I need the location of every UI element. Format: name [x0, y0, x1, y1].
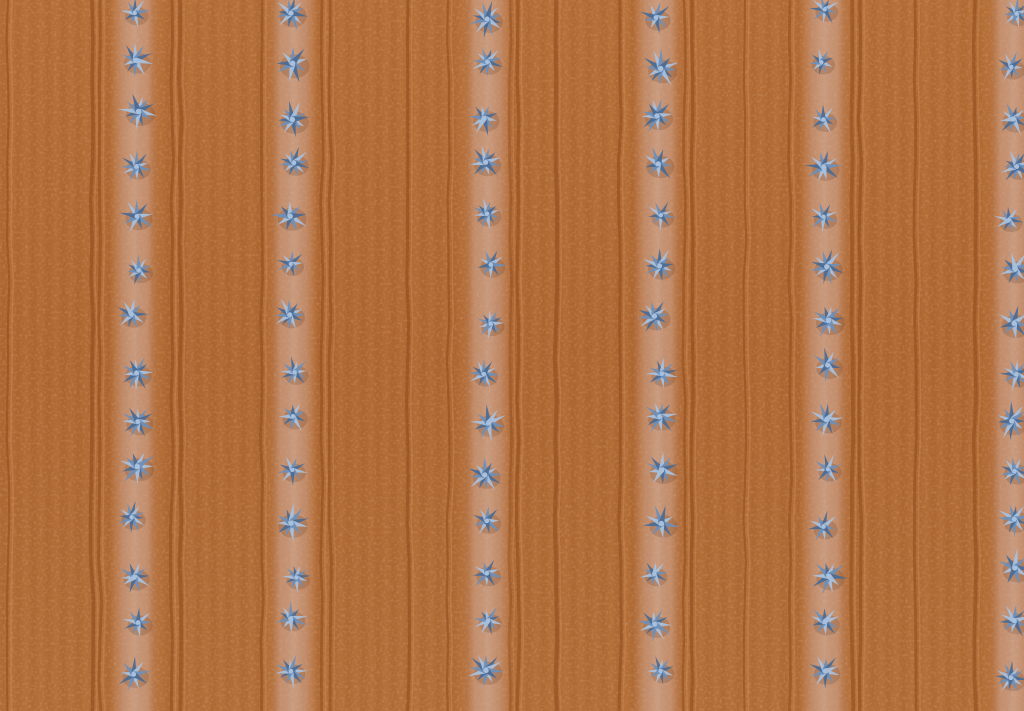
- furrow-line: [179, 0, 182, 711]
- furrow-line: [974, 0, 977, 711]
- furrow-line: [691, 0, 693, 711]
- agave-row-bed: [461, 0, 513, 711]
- agave-row-bed: [987, 0, 1024, 711]
- furrow-line: [555, 0, 558, 711]
- agave-row-bed: [267, 0, 319, 711]
